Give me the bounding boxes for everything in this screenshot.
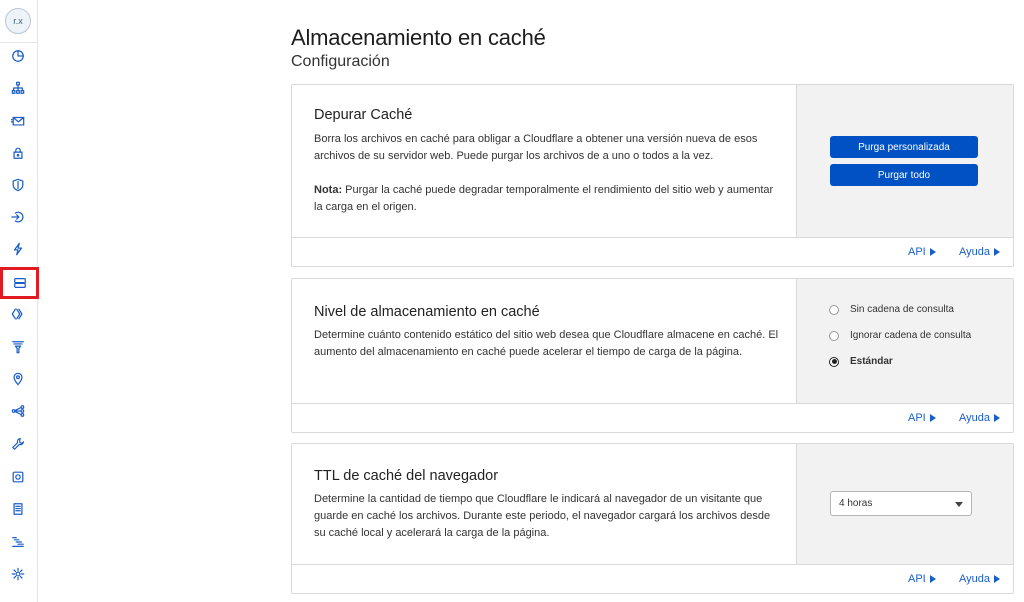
browser-cache-ttl-card (291, 443, 1014, 594)
filter-funnel-icon (11, 340, 25, 354)
caret-right-icon (930, 248, 936, 256)
purge-help-link[interactable] (959, 246, 1000, 258)
radio-standard[interactable] (829, 357, 839, 367)
sidebar-item-email[interactable] (7, 110, 29, 132)
caching-level-api-label: API (908, 412, 926, 424)
browser-ttl-api-link[interactable] (908, 573, 936, 585)
sidebar-item-settings[interactable] (7, 563, 29, 585)
sidebar-item-dns[interactable] (7, 77, 29, 99)
radio-no-query-string[interactable] (829, 305, 839, 315)
account-avatar[interactable]: r.x (5, 8, 31, 34)
purge-api-link[interactable] (908, 246, 936, 258)
apps-square-icon (11, 470, 25, 484)
browser-ttl-help-label: Ayuda (959, 573, 990, 585)
option-standard-label: Estándar (850, 356, 893, 367)
purge-everything-button[interactable]: Purgar todo (830, 164, 978, 186)
list-lines-icon (11, 535, 25, 549)
purge-cache-body (292, 85, 797, 238)
caching-level-help-link[interactable] (959, 412, 1000, 424)
chevron-down-icon (955, 502, 963, 507)
note-label: Nota: (314, 184, 343, 196)
wrench-icon (11, 437, 25, 451)
purge-cache-card (291, 84, 1014, 267)
sidebar-item-ssl-tls[interactable] (7, 142, 29, 164)
purge-api-label: API (908, 246, 926, 258)
browser-ttl-select[interactable] (830, 491, 972, 516)
purge-cache-note (314, 182, 784, 216)
location-pin-icon (11, 372, 25, 386)
purge-cache-description: Borra los archivos en caché para obligar a Cloudflare a obtener una versión nueva de esos archivos de su servidor web. Puede purgar los archivos de a uno o todos a la vez. (314, 133, 758, 162)
sidebar-item-rules[interactable] (7, 336, 29, 358)
browser-cache-ttl-footer (292, 564, 1013, 593)
caret-right-icon (930, 414, 936, 422)
browser-cache-ttl-body (292, 444, 797, 565)
sidebar-divider (0, 42, 37, 43)
caching-level-body (292, 279, 797, 404)
option-no-query-string-label: Sin cadena de consulta (850, 304, 954, 315)
caching-level-description: Determine cuánto contenido estático del sitio web desea que Cloudflare almacene en caché. El aumento del almacenamiento en caché puede acelerar el tiempo de carga de la página. (314, 329, 779, 358)
sidebar-item-traffic[interactable] (7, 400, 29, 422)
pie-chart-icon (11, 49, 25, 63)
sidebar-item-security[interactable] (7, 174, 29, 196)
sidebar-item-speed[interactable] (7, 238, 29, 260)
purge-cache-footer (292, 237, 1013, 266)
caching-level-title: Nivel de almacenamiento en caché (314, 304, 540, 320)
sidebar-item-scrape-shield[interactable] (7, 498, 29, 520)
page-subtitle: Configuración (291, 53, 390, 70)
caret-right-icon (994, 248, 1000, 256)
browser-cache-ttl-description: Determine la cantidad de tiempo que Cloudflare le indicará al navegador de un visitante que guarde en caché los archivos. Durante este periodo, el navegador cargará los archivos desde su caché local y acelerará la carga de la página. (314, 493, 771, 539)
caching-level-options (796, 279, 1013, 404)
browser-ttl-selected-value: 4 horas (839, 498, 873, 509)
sidebar-item-custom-pages[interactable] (7, 433, 29, 455)
caret-right-icon (994, 414, 1000, 422)
option-ignore-query-string[interactable] (829, 330, 971, 341)
caching-level-api-link[interactable] (908, 412, 936, 424)
browser-cache-ttl-control (796, 444, 1013, 565)
sidebar-item-logs[interactable] (7, 531, 29, 553)
custom-purge-button[interactable]: Purga personalizada (830, 136, 978, 158)
sidebar-item-caching[interactable] (0, 267, 39, 299)
caching-level-help-label: Ayuda (959, 412, 990, 424)
sidebar-item-network[interactable] (7, 368, 29, 390)
browser-cache-ttl-title: TTL de caché del navegador (314, 468, 499, 484)
radio-ignore-query-string[interactable] (829, 331, 839, 341)
envelope-icon (11, 114, 25, 128)
purge-cache-title: Depurar Caché (314, 107, 413, 123)
option-no-query-string[interactable] (829, 304, 954, 315)
browser-ttl-help-link[interactable] (959, 573, 1000, 585)
caching-level-footer (292, 403, 1013, 432)
caching-level-card (291, 278, 1014, 433)
server-stack-icon (13, 276, 27, 290)
shield-icon (11, 178, 25, 192)
lock-icon (11, 146, 25, 160)
option-standard[interactable] (829, 356, 893, 367)
network-tree-icon (11, 81, 25, 95)
option-ignore-query-string-label: Ignorar cadena de consulta (850, 330, 972, 341)
purge-cache-actions (796, 85, 1013, 238)
purge-help-label: Ayuda (959, 246, 990, 258)
sidebar (0, 0, 38, 602)
sidebar-item-workers[interactable] (7, 303, 29, 325)
workers-icon (11, 307, 25, 321)
traffic-share-icon (11, 404, 25, 418)
sidebar-item-analytics[interactable] (7, 45, 29, 67)
lightning-icon (11, 242, 25, 256)
caret-right-icon (930, 575, 936, 583)
browser-ttl-api-label: API (908, 573, 926, 585)
gear-icon (11, 567, 25, 581)
sidebar-item-access[interactable] (7, 206, 29, 228)
document-icon (11, 502, 25, 516)
page-title: Almacenamiento en caché (291, 25, 546, 50)
sidebar-item-apps[interactable] (7, 466, 29, 488)
caret-right-icon (994, 575, 1000, 583)
access-arrow-icon (11, 210, 25, 224)
note-text: Purgar la caché puede degradar temporalmente el rendimiento del sitio web y aumentar la carga en el origen. (314, 184, 774, 213)
